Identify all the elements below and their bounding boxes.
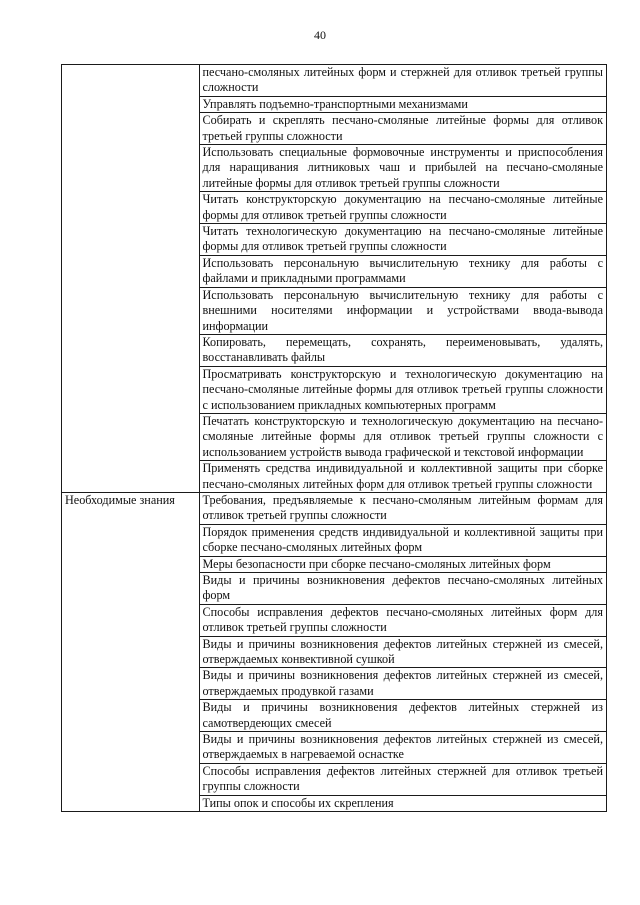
knowledge-item: Порядок применения средств индивидуальной и коллективной защиты при сборке песчано-смоляных литейных форм xyxy=(199,524,607,556)
skill-item: Использовать персональную вычислительную технику для работы с файлами и прикладными программами xyxy=(199,255,607,287)
skills-label-cell xyxy=(62,65,200,493)
skill-item: Читать конструкторскую документацию на песчано-смоляные литейные формы для отливок третьей группы сложности xyxy=(199,192,607,224)
page-number: 40 xyxy=(314,28,326,42)
skill-item: Использовать персональную вычислительную технику для работы с внешними носителями информации и устройствами ввода-вывода информации xyxy=(199,287,607,334)
skill-item: Просматривать конструкторскую и технологическую документацию на песчано-смоляные литейные формы для отливок третьей группы сложности с использованием прикладных компьютерных программ xyxy=(199,366,607,413)
skill-item: Собирать и скреплять песчано-смоляные литейные формы для отливок третьей группы сложности xyxy=(199,113,607,145)
skill-item: Печатать конструкторскую и технологическую документацию на песчано-смоляные литейные формы для отливок третьей группы сложности с использованием устройств вывода графической и текстовой информации xyxy=(199,413,607,460)
skill-item: Копировать, перемещать, сохранять, переименовывать, удалять, восстанавливать файлы xyxy=(199,334,607,366)
knowledge-item: Способы исправления дефектов литейных стержней для отливок третьей группы сложности xyxy=(199,763,607,795)
skill-item: песчано-смоляных литейных форм и стержней для отливок третьей группы сложности xyxy=(199,65,607,97)
requirements-table xyxy=(61,64,607,812)
knowledge-item: Виды и причины возникновения дефектов литейных стержней из смесей, отверждаемых конвективной сушкой xyxy=(199,636,607,668)
skill-item: Применять средства индивидуальной и коллективной защиты при сборке песчано-смоляных литейных форм для отливок третьей группы сложности xyxy=(199,461,607,493)
knowledge-label-cell: Необходимые знания xyxy=(62,492,200,811)
knowledge-item: Виды и причины возникновения дефектов литейных стержней из смесей, отверждаемых продувкой газами xyxy=(199,668,607,700)
knowledge-item: Виды и причины возникновения дефектов литейных стержней из самотвердеющих смесей xyxy=(199,700,607,732)
knowledge-item: Типы опок и способы их скрепления xyxy=(199,795,607,811)
skill-item: Управлять подъемно-транспортными механизмами xyxy=(199,96,607,112)
table-row xyxy=(62,492,607,524)
knowledge-item: Способы исправления дефектов песчано-смоляных литейных форм для отливок третьей группы сложности xyxy=(199,604,607,636)
skill-item: Читать технологическую документацию на песчано-смоляные литейные формы для отливок третьей группы сложности xyxy=(199,224,607,256)
knowledge-item: Виды и причины возникновения дефектов литейных стержней из смесей, отверждаемых в нагреваемой оснастке xyxy=(199,732,607,764)
knowledge-item: Требования, предъявляемые к песчано-смоляным литейным формам для отливок третьей группы сложности xyxy=(199,492,607,524)
skill-item: Использовать специальные формовочные инструменты и приспособления для наращивания литниковых чаш и прибылей на песчано-смоляные литейные формы для отливок третьей группы сложности xyxy=(199,145,607,192)
knowledge-item: Меры безопасности при сборке песчано-смоляных литейных форм xyxy=(199,556,607,572)
table-row xyxy=(62,65,607,97)
knowledge-item: Виды и причины возникновения дефектов песчано-смоляных литейных форм xyxy=(199,573,607,605)
